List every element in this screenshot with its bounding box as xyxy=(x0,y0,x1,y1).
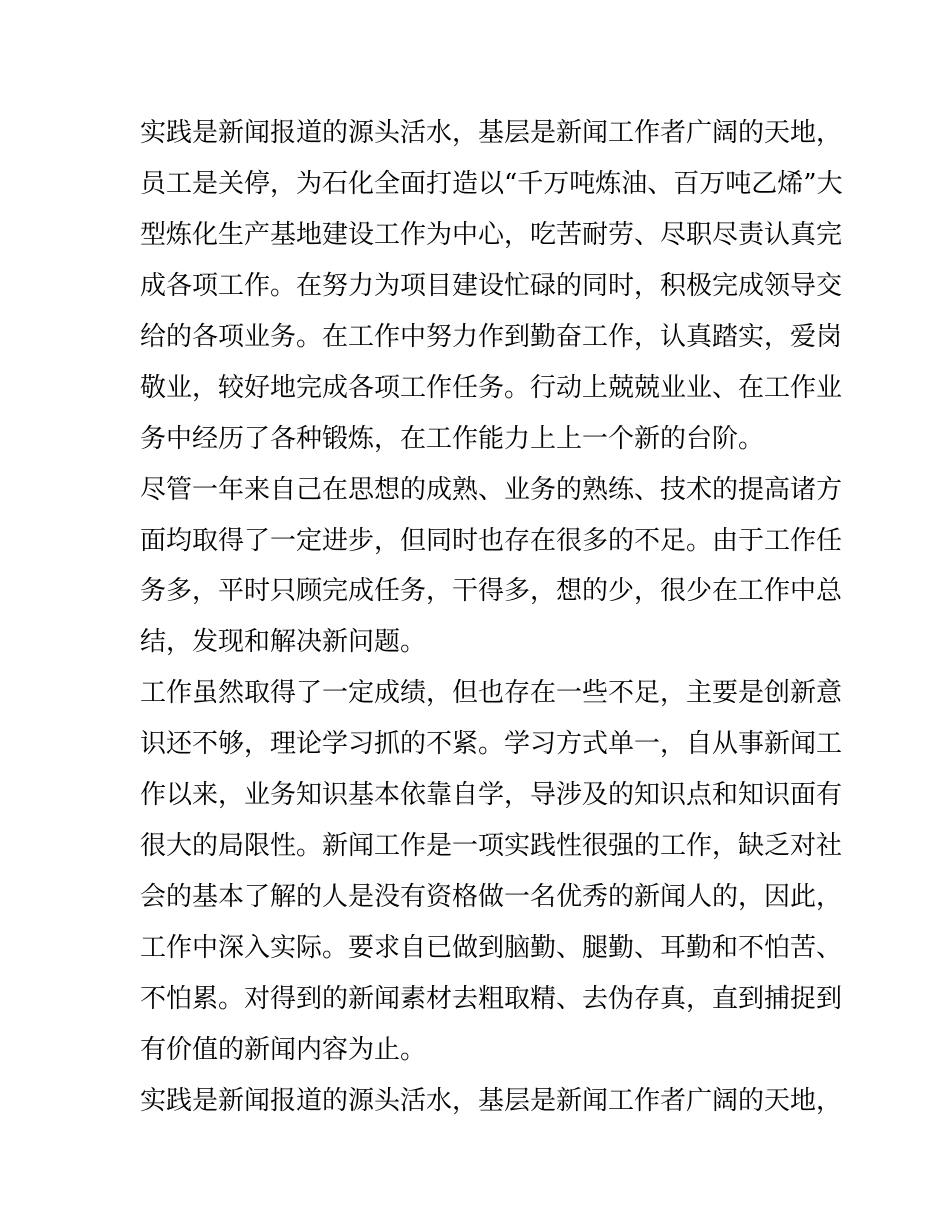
text-line: 工作虽然取得了一定成绩，但也存在一些不足，主要是创新意 xyxy=(140,678,843,709)
text-line: 成各项工作。在努力为项目建设忙碌的同时，积极完成领导交 xyxy=(140,270,843,301)
text-line: 结，发现和解决新问题。 xyxy=(140,627,427,658)
text-line: 不怕累。对得到的新闻素材去粗取精、去伪存真，直到捕捉到 xyxy=(140,983,843,1014)
text-line: 很大的局限性。新闻工作是一项实践性很强的工作，缺乏对社 xyxy=(140,831,843,862)
text-line: 员工是关停，为石化全面打造以“千万吨炼油、百万吨乙烯”大 xyxy=(140,168,843,199)
text-line: 工作中深入实际。要求自已做到脑勤、腿勤、耳勤和不怕苦、 xyxy=(140,933,843,963)
text-line: 尽管一年来自己在思想的成熟、业务的熟练、技术的提高诸方 xyxy=(140,474,843,505)
text-line: 有价值的新闻内容为止。 xyxy=(140,1034,427,1065)
document-body xyxy=(140,108,843,1127)
text-line: 实践是新闻报道的源头活水，基层是新闻工作者广阔的天地， xyxy=(140,118,843,148)
text-line: 务多，平时只顾完成任务，干得多，想的少，很少在工作中总 xyxy=(140,576,843,607)
text-line: 敬业，较好地完成各项工作任务。行动上兢兢业业、在工作业 xyxy=(140,372,843,403)
text-line: 务中经历了各种锻炼，在工作能力上上一个新的台阶。 xyxy=(140,423,765,454)
text-line: 作以来，业务知识基本依靠自学，导涉及的知识点和知识面有 xyxy=(140,780,843,811)
text-line: 型炼化生产基地建设工作为中心，吃苦耐劳、尽职尽责认真完 xyxy=(140,219,843,250)
text-line: 实践是新闻报道的源头活水，基层是新闻工作者广阔的天地， xyxy=(140,1085,843,1116)
text-line: 给的各项业务。在工作中努力作到勤奋工作，认真踏实，爱岗 xyxy=(140,321,843,352)
text-line: 会的基本了解的人是没有资格做一名优秀的新闻人的，因此， xyxy=(140,882,843,913)
text-line: 面均取得了一定进步，但同时也存在很多的不足。由于工作任 xyxy=(140,525,843,556)
text-line: 识还不够，理论学习抓的不紧。学习方式单一，自从事新闻工 xyxy=(140,729,843,760)
